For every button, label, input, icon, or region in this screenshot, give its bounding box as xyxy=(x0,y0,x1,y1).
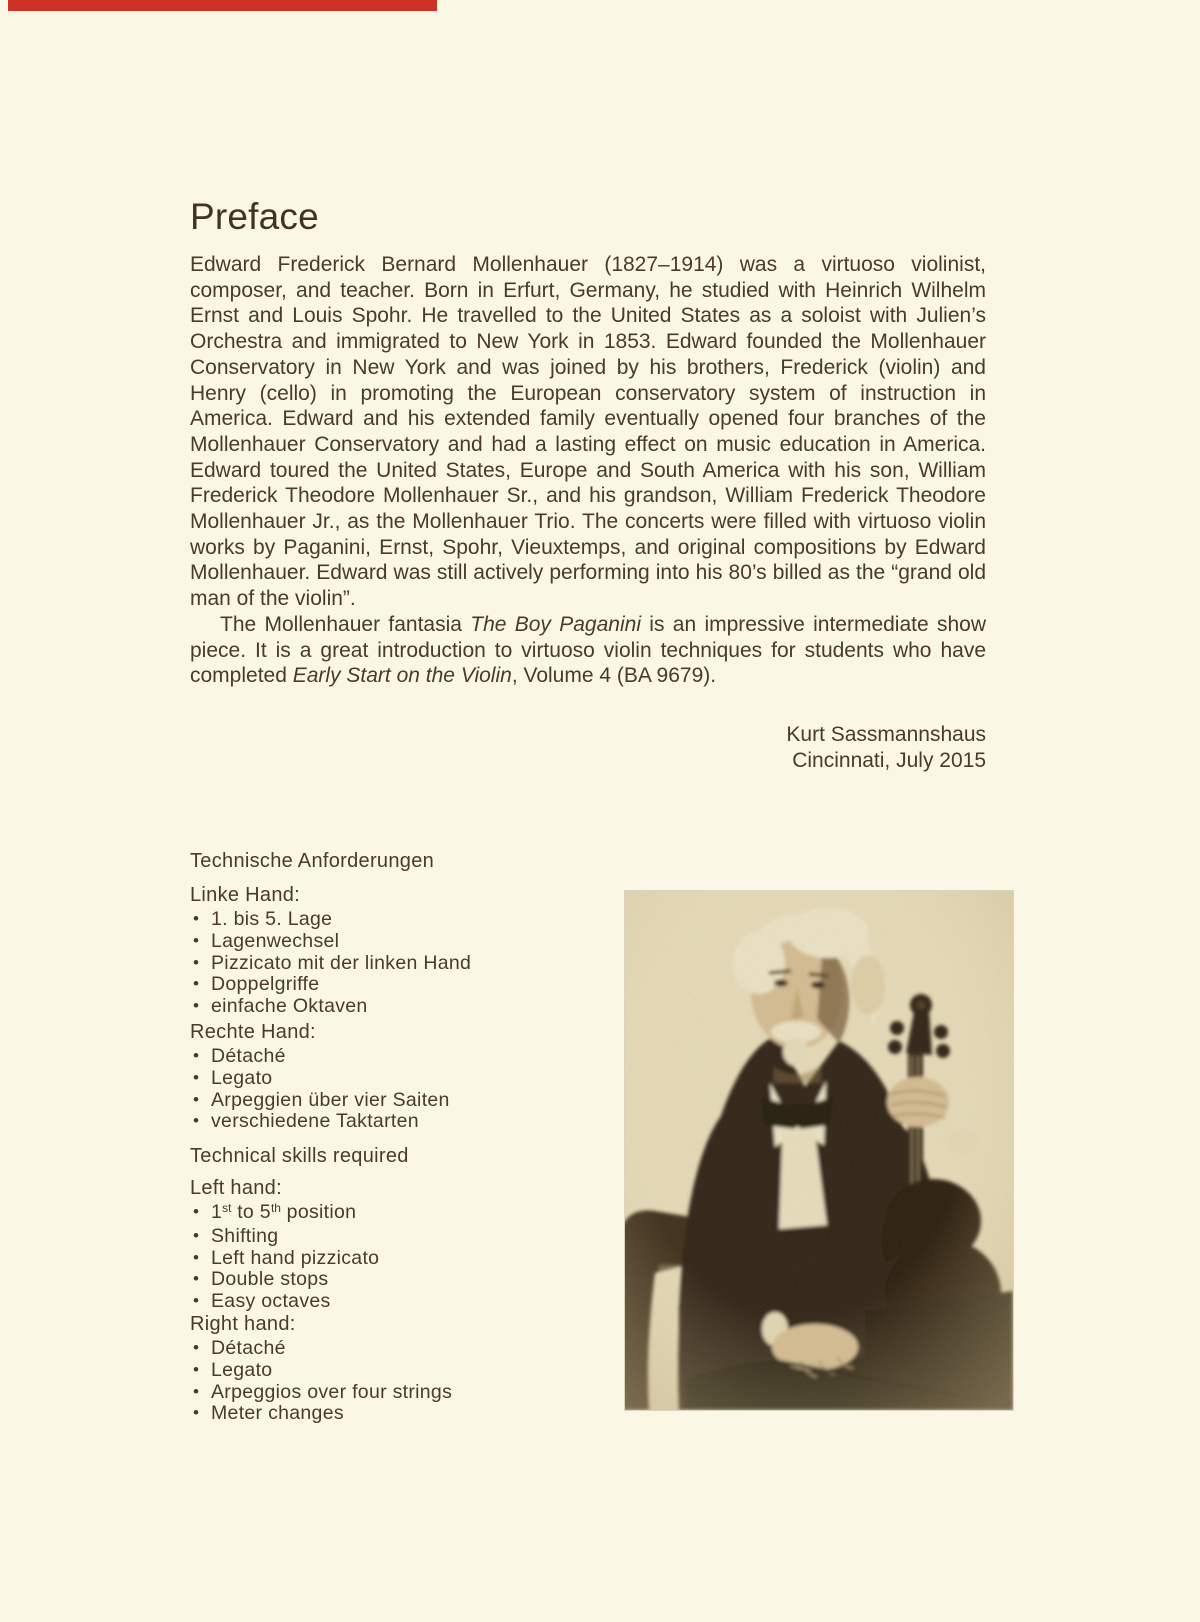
para2-volume-italic: Early Start on the Violin xyxy=(292,664,512,688)
list-item: • Meter changes xyxy=(190,1403,620,1425)
skills-english-right-hand xyxy=(190,1312,620,1425)
list-item: • Arpeggien über vier Saiten xyxy=(190,1090,620,1112)
para2-tail: , Volume 4 (BA 9679). xyxy=(511,664,717,688)
signature-place-date: Cincinnati, July 2015 xyxy=(792,748,986,772)
position-range-post: position xyxy=(280,1201,357,1223)
list-item: • Shifting xyxy=(190,1226,620,1248)
page-title: Preface xyxy=(190,196,319,237)
ordinal-suffix: th xyxy=(270,1201,281,1215)
skill-label-right-hand: Right hand: xyxy=(190,1313,296,1335)
list-item: • Arpeggios over four strings xyxy=(190,1382,620,1404)
list-item: • 1. bis 5. Lage xyxy=(190,909,620,931)
list-item: • verschiedene Taktarten xyxy=(190,1111,620,1133)
position-range-mid: to 5 xyxy=(231,1201,271,1223)
para2-lead: The Mollenhauer fantasia xyxy=(220,612,471,636)
scan-red-strip xyxy=(8,0,437,11)
skills-heading-english: Technical skills required xyxy=(190,1145,409,1167)
para2-title-italic: The Boy Paganini xyxy=(470,612,641,636)
skill-list-rechte-hand xyxy=(190,1046,620,1133)
list-item: • einfache Oktaven xyxy=(190,996,620,1018)
preface-paragraph-2 xyxy=(190,612,986,689)
list-item: • Left hand pizzicato xyxy=(190,1248,620,1270)
portrait-photo-illustration xyxy=(625,891,1013,1410)
skills-german-left-hand xyxy=(190,883,620,1018)
position-range-pre: 1 xyxy=(211,1201,223,1223)
list-item: • Détaché xyxy=(190,1046,620,1068)
portrait-photo xyxy=(625,891,1013,1410)
skills-heading-german: Technische Anforderungen xyxy=(190,850,435,872)
preface-text xyxy=(190,252,986,689)
skill-label-left-hand: Left hand: xyxy=(190,1177,282,1199)
list-item: • Détaché xyxy=(190,1338,620,1360)
list-item: • Lagenwechsel xyxy=(190,931,620,953)
list-item: • Legato xyxy=(190,1068,620,1090)
list-item: • Double stops xyxy=(190,1269,620,1291)
signature-name: Kurt Sassmannshaus xyxy=(786,723,986,746)
skill-label-linke-hand: Linke Hand: xyxy=(190,884,301,906)
list-item: • Pizzicato mit der linken Hand xyxy=(190,953,620,975)
signature-block xyxy=(190,722,986,773)
list-item xyxy=(190,1202,620,1226)
para2-mid: is an impressive intermediate show piece. It is a great introduction to virtuoso violin techniques for students who have completed xyxy=(190,612,987,688)
list-item: • Easy octaves xyxy=(190,1291,620,1313)
skills-german-right-hand xyxy=(190,1020,620,1133)
preface-paragraph-1: Edward Frederick Bernard Mollenhauer (1827–1914) was a virtuoso violinist, composer, and teacher. Born in Erfurt, Germany, he studied with Heinrich Wilhelm Ernst and Louis Spohr. He travelled to the United States as a soloist with Julien’s Orchestra and immigrated to New York in 1853. Edward founded the Mollenhauer Conservatory in New York and was joined by his brothers, Frederick (violin) and Henry (cello) in promoting the European conservatory system of instruction in America. Edward and his extended family eventually opened four branches of the Mollenhauer Conservatory and had a lasting effect on music education in America. Edward toured the United States, Europe and South America with his son, William Frederick Theodore Mollenhauer Sr., and his grandson, William Frederick Theodore Mollenhauer Jr., as the Mollenhauer Trio. The concerts were filled with virtuoso violin works by Paganini, Ernst, Spohr, Vieuxtemps, and original compositions by Edward Mollenhauer. Edward was still actively performing into his 80’s billed as the “grand old man of the violin”. xyxy=(190,253,986,611)
skill-list-left-hand xyxy=(190,1202,620,1313)
skill-list-right-hand xyxy=(190,1338,620,1425)
ordinal-suffix: st xyxy=(222,1201,232,1215)
skills-english-left-hand xyxy=(190,1176,620,1313)
list-item: • Doppelgriffe xyxy=(190,974,620,996)
skill-list-linke-hand xyxy=(190,909,620,1018)
list-item: • Legato xyxy=(190,1360,620,1382)
skill-label-rechte-hand: Rechte Hand: xyxy=(190,1021,316,1043)
